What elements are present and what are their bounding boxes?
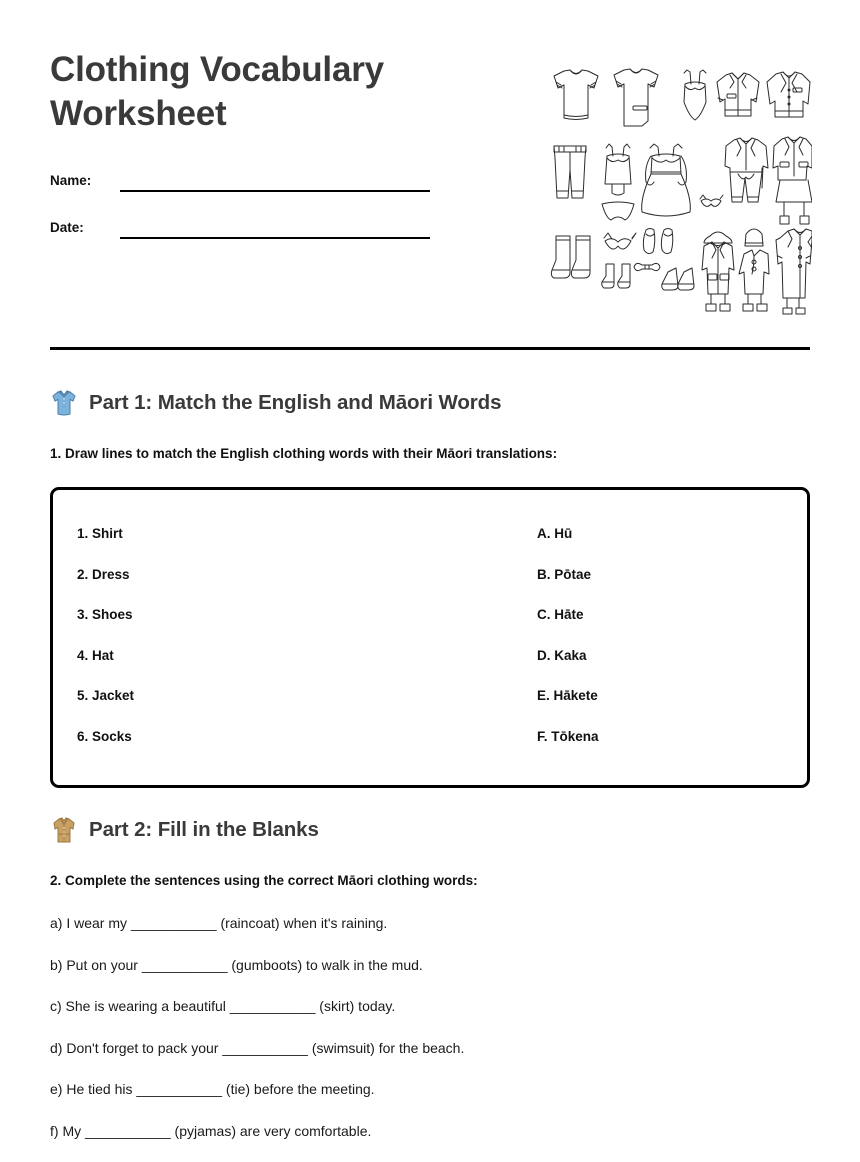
pyjama-suit-icon: [725, 138, 768, 202]
shirt-jacket-icon: [717, 73, 759, 116]
swimsuit-icon: [684, 70, 706, 120]
sentence-item[interactable]: e) He tied his ___________ (tie) before the meeting.: [50, 1079, 810, 1121]
name-input-line[interactable]: [120, 168, 430, 192]
part1-heading: [50, 388, 501, 418]
date-input-line[interactable]: [120, 215, 430, 239]
match-item-maori[interactable]: A. Hū: [537, 524, 599, 565]
sentence-item[interactable]: b) Put on your ___________ (gumboots) to walk in the mud.: [50, 955, 810, 997]
jacket-skirt-icon: [773, 137, 812, 224]
raincoat-icon: [702, 232, 734, 311]
part1-instruction: 1. Draw lines to match the English clothing words with their Māori translations:: [50, 446, 557, 461]
english-words-column: [77, 524, 134, 767]
part2-title: Part 2: Fill in the Blanks: [89, 818, 319, 842]
match-item-english[interactable]: 5. Jacket: [77, 686, 134, 727]
date-label: Date:: [50, 220, 120, 239]
trousers-icon: [554, 146, 586, 198]
coat-emoji: [50, 815, 78, 845]
maori-words-column: [537, 524, 599, 767]
part2-instruction: 2. Complete the sentences using the correct Māori clothing words:: [50, 873, 478, 888]
long-coat-icon: [776, 229, 812, 314]
match-item-maori[interactable]: E. Hākete: [537, 686, 599, 727]
sentence-item[interactable]: a) I wear my ___________ (raincoat) when it's raining.: [50, 913, 810, 955]
match-item-maori[interactable]: F. Tōkena: [537, 727, 599, 768]
matching-exercise-box: [50, 487, 810, 788]
match-item-english[interactable]: 1. Shirt: [77, 524, 134, 565]
bow-icon: [634, 263, 660, 270]
name-field-row: [50, 158, 430, 192]
tshirt-emoji: [50, 388, 78, 418]
tshirt-icon: [554, 70, 598, 120]
gumboots-icon: [551, 236, 590, 278]
date-field-row: [50, 205, 430, 239]
sentence-item[interactable]: f) My ___________ (pyjamas) are very comfortable.: [50, 1121, 810, 1162]
section-divider: [50, 347, 810, 350]
match-item-maori[interactable]: D. Kaka: [537, 646, 599, 687]
fill-in-blanks-list: [50, 913, 810, 1162]
beanie-outfit-icon: [739, 229, 769, 311]
match-item-english[interactable]: 3. Shoes: [77, 605, 134, 646]
match-item-maori[interactable]: C. Hāte: [537, 605, 599, 646]
bikini-top-icon: [700, 195, 723, 206]
small-boots-icon: [602, 264, 630, 288]
bikini-icon: [604, 233, 636, 249]
part2-heading: [50, 815, 319, 845]
match-item-english[interactable]: 4. Hat: [77, 646, 134, 687]
page-title: Clothing Vocabulary Worksheet: [50, 48, 470, 136]
name-label: Name:: [50, 173, 120, 192]
ankle-boots-icon: [662, 268, 694, 290]
match-item-english[interactable]: 6. Socks: [77, 727, 134, 768]
blazer-icon: [767, 72, 810, 117]
dress-icon: [642, 144, 691, 216]
camisole-set-icon: [602, 144, 634, 220]
match-item-english[interactable]: 2. Dress: [77, 565, 134, 606]
student-fields: [50, 158, 430, 239]
shoes-icon: [643, 229, 672, 254]
sentence-item[interactable]: d) Don't forget to pack your ___________ (swimsuit) for the beach.: [50, 1038, 810, 1080]
sentence-item[interactable]: c) She is wearing a beautiful ___________ (skirt) today.: [50, 996, 810, 1038]
long-tshirt-icon: [614, 69, 658, 126]
clothing-illustration: [540, 58, 812, 316]
match-item-maori[interactable]: B. Pōtae: [537, 565, 599, 606]
part1-title: Part 1: Match the English and Māori Words: [89, 391, 501, 415]
